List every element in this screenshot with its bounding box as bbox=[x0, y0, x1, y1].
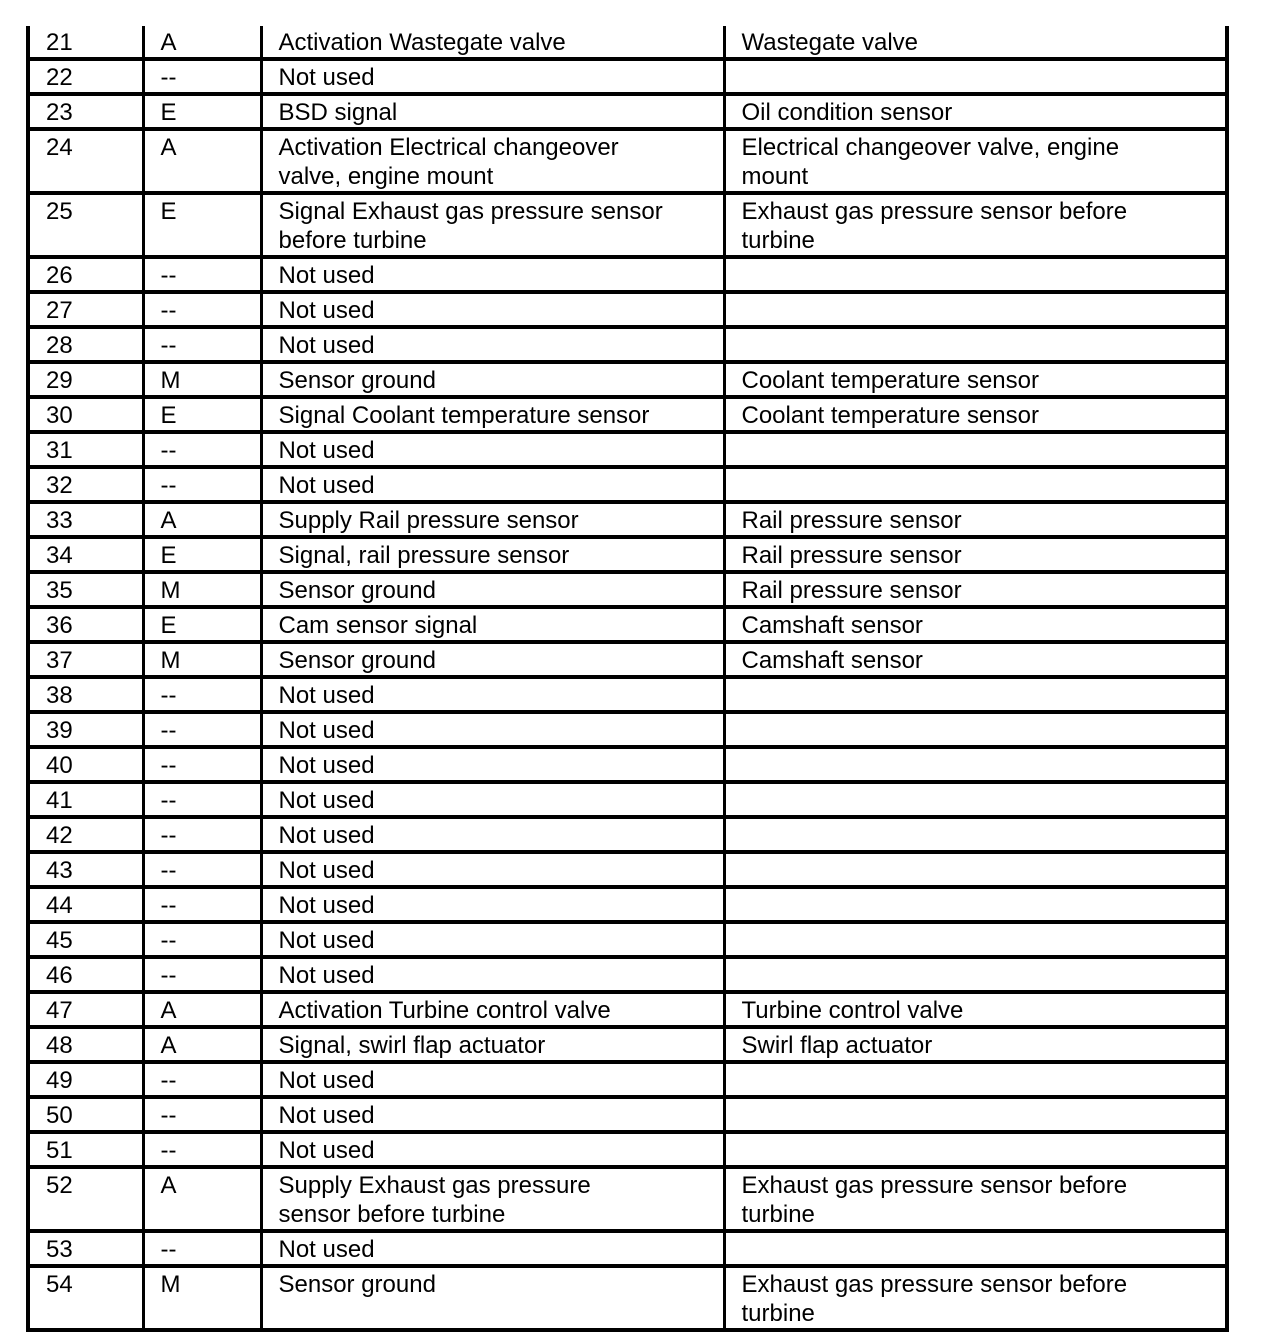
pin-number-cell: 32 bbox=[28, 467, 143, 502]
table-row bbox=[28, 537, 1227, 572]
table-row bbox=[28, 1027, 1227, 1062]
table-row bbox=[28, 257, 1227, 292]
component-cell bbox=[724, 1132, 1227, 1167]
table-row bbox=[28, 193, 1227, 257]
pin-number-cell: 45 bbox=[28, 922, 143, 957]
description-cell: Not used bbox=[261, 257, 724, 292]
pin-number-cell: 28 bbox=[28, 327, 143, 362]
pin-number-cell: 41 bbox=[28, 782, 143, 817]
table-row bbox=[28, 817, 1227, 852]
pin-number-cell: 33 bbox=[28, 502, 143, 537]
component-cell: Coolant temperature sensor bbox=[724, 397, 1227, 432]
signal-type-cell: -- bbox=[143, 782, 261, 817]
pin-number-cell: 51 bbox=[28, 1132, 143, 1167]
table-row bbox=[28, 1167, 1227, 1231]
component-cell bbox=[724, 1097, 1227, 1132]
description-cell: Activation Electrical changeover valve, engine mount bbox=[261, 129, 724, 193]
component-cell: Oil condition sensor bbox=[724, 94, 1227, 129]
signal-type-cell: -- bbox=[143, 712, 261, 747]
component-cell bbox=[724, 59, 1227, 94]
component-cell: Swirl flap actuator bbox=[724, 1027, 1227, 1062]
description-cell: Not used bbox=[261, 677, 724, 712]
pin-number-cell: 48 bbox=[28, 1027, 143, 1062]
component-cell: Rail pressure sensor bbox=[724, 537, 1227, 572]
component-cell: Turbine control valve bbox=[724, 992, 1227, 1027]
component-cell bbox=[724, 677, 1227, 712]
description-cell: Not used bbox=[261, 852, 724, 887]
component-cell bbox=[724, 817, 1227, 852]
description-cell: Not used bbox=[261, 922, 724, 957]
signal-type-cell: M bbox=[143, 572, 261, 607]
description-cell: Not used bbox=[261, 817, 724, 852]
pin-number-cell: 27 bbox=[28, 292, 143, 327]
component-cell bbox=[724, 957, 1227, 992]
component-cell: Camshaft sensor bbox=[724, 607, 1227, 642]
description-cell: Not used bbox=[261, 782, 724, 817]
description-cell: Activation Turbine control valve bbox=[261, 992, 724, 1027]
pin-number-cell: 46 bbox=[28, 957, 143, 992]
signal-type-cell: -- bbox=[143, 887, 261, 922]
pin-number-cell: 54 bbox=[28, 1266, 143, 1330]
signal-type-cell: E bbox=[143, 94, 261, 129]
component-cell bbox=[724, 922, 1227, 957]
table-row bbox=[28, 642, 1227, 677]
signal-type-cell: -- bbox=[143, 922, 261, 957]
pin-number-cell: 44 bbox=[28, 887, 143, 922]
pin-number-cell: 31 bbox=[28, 432, 143, 467]
signal-type-cell: A bbox=[143, 502, 261, 537]
pin-number-cell: 47 bbox=[28, 992, 143, 1027]
pin-number-cell: 52 bbox=[28, 1167, 143, 1231]
signal-type-cell: -- bbox=[143, 817, 261, 852]
table-row bbox=[28, 129, 1227, 193]
pin-number-cell: 40 bbox=[28, 747, 143, 782]
description-cell: Not used bbox=[261, 59, 724, 94]
table-row bbox=[28, 782, 1227, 817]
component-cell: Coolant temperature sensor bbox=[724, 362, 1227, 397]
table-row bbox=[28, 467, 1227, 502]
description-cell: Not used bbox=[261, 957, 724, 992]
table-row bbox=[28, 677, 1227, 712]
table-row bbox=[28, 26, 1227, 59]
description-cell: Not used bbox=[261, 467, 724, 502]
component-cell bbox=[724, 1062, 1227, 1097]
description-cell: Signal, swirl flap actuator bbox=[261, 1027, 724, 1062]
description-cell: Sensor ground bbox=[261, 1266, 724, 1330]
description-cell: Not used bbox=[261, 1132, 724, 1167]
component-cell: Exhaust gas pressure sensor before turbine bbox=[724, 193, 1227, 257]
component-cell: Rail pressure sensor bbox=[724, 572, 1227, 607]
pin-number-cell: 38 bbox=[28, 677, 143, 712]
pin-number-cell: 22 bbox=[28, 59, 143, 94]
pin-number-cell: 26 bbox=[28, 257, 143, 292]
component-cell bbox=[724, 712, 1227, 747]
table-row bbox=[28, 887, 1227, 922]
pin-number-cell: 49 bbox=[28, 1062, 143, 1097]
table-row bbox=[28, 397, 1227, 432]
table-row bbox=[28, 1231, 1227, 1266]
pin-number-cell: 36 bbox=[28, 607, 143, 642]
description-cell: Not used bbox=[261, 887, 724, 922]
signal-type-cell: -- bbox=[143, 1132, 261, 1167]
pin-number-cell: 43 bbox=[28, 852, 143, 887]
pin-number-cell: 39 bbox=[28, 712, 143, 747]
signal-type-cell: -- bbox=[143, 292, 261, 327]
table-row bbox=[28, 747, 1227, 782]
description-cell: Sensor ground bbox=[261, 362, 724, 397]
table-row bbox=[28, 1062, 1227, 1097]
table-row bbox=[28, 957, 1227, 992]
table-row bbox=[28, 607, 1227, 642]
component-cell bbox=[724, 1231, 1227, 1266]
pin-number-cell: 23 bbox=[28, 94, 143, 129]
description-cell: Not used bbox=[261, 327, 724, 362]
table-row bbox=[28, 502, 1227, 537]
component-cell: Wastegate valve bbox=[724, 26, 1227, 59]
description-cell: Cam sensor signal bbox=[261, 607, 724, 642]
signal-type-cell: E bbox=[143, 537, 261, 572]
component-cell bbox=[724, 467, 1227, 502]
signal-type-cell: M bbox=[143, 1266, 261, 1330]
description-cell: Supply Exhaust gas pressure sensor before turbine bbox=[261, 1167, 724, 1231]
description-cell: Not used bbox=[261, 747, 724, 782]
signal-type-cell: -- bbox=[143, 852, 261, 887]
table-row bbox=[28, 572, 1227, 607]
table-row bbox=[28, 362, 1227, 397]
component-cell: Camshaft sensor bbox=[724, 642, 1227, 677]
component-cell bbox=[724, 782, 1227, 817]
description-cell: Sensor ground bbox=[261, 642, 724, 677]
table-row bbox=[28, 94, 1227, 129]
description-cell: Not used bbox=[261, 1062, 724, 1097]
table-row bbox=[28, 922, 1227, 957]
signal-type-cell: M bbox=[143, 362, 261, 397]
signal-type-cell: A bbox=[143, 992, 261, 1027]
signal-type-cell: E bbox=[143, 193, 261, 257]
table-row bbox=[28, 712, 1227, 747]
signal-type-cell: -- bbox=[143, 1062, 261, 1097]
pin-number-cell: 30 bbox=[28, 397, 143, 432]
signal-type-cell: -- bbox=[143, 1231, 261, 1266]
component-cell bbox=[724, 887, 1227, 922]
signal-type-cell: -- bbox=[143, 677, 261, 712]
signal-type-cell: -- bbox=[143, 747, 261, 782]
pin-number-cell: 24 bbox=[28, 129, 143, 193]
component-cell: Exhaust gas pressure sensor before turbine bbox=[724, 1167, 1227, 1231]
description-cell: Not used bbox=[261, 712, 724, 747]
table-row bbox=[28, 852, 1227, 887]
table-row bbox=[28, 1132, 1227, 1167]
table-row bbox=[28, 432, 1227, 467]
signal-type-cell: -- bbox=[143, 467, 261, 502]
pin-number-cell: 34 bbox=[28, 537, 143, 572]
pin-assignment-table bbox=[26, 26, 1229, 1332]
description-cell: Signal, rail pressure sensor bbox=[261, 537, 724, 572]
signal-type-cell: A bbox=[143, 1027, 261, 1062]
component-cell: Rail pressure sensor bbox=[724, 502, 1227, 537]
description-cell: Not used bbox=[261, 432, 724, 467]
component-cell bbox=[724, 292, 1227, 327]
description-cell: Not used bbox=[261, 292, 724, 327]
description-cell: Supply Rail pressure sensor bbox=[261, 502, 724, 537]
description-cell: Activation Wastegate valve bbox=[261, 26, 724, 59]
table-row bbox=[28, 59, 1227, 94]
table-row bbox=[28, 1097, 1227, 1132]
description-cell: Not used bbox=[261, 1231, 724, 1266]
pin-number-cell: 50 bbox=[28, 1097, 143, 1132]
component-cell bbox=[724, 852, 1227, 887]
table-row bbox=[28, 992, 1227, 1027]
description-cell: Sensor ground bbox=[261, 572, 724, 607]
signal-type-cell: A bbox=[143, 26, 261, 59]
signal-type-cell: -- bbox=[143, 327, 261, 362]
component-cell: Exhaust gas pressure sensor before turbine bbox=[724, 1266, 1227, 1330]
signal-type-cell: M bbox=[143, 642, 261, 677]
signal-type-cell: A bbox=[143, 129, 261, 193]
description-cell: Signal Coolant temperature sensor bbox=[261, 397, 724, 432]
component-cell bbox=[724, 432, 1227, 467]
component-cell bbox=[724, 747, 1227, 782]
pin-number-cell: 53 bbox=[28, 1231, 143, 1266]
signal-type-cell: -- bbox=[143, 1097, 261, 1132]
signal-type-cell: -- bbox=[143, 957, 261, 992]
description-cell: Not used bbox=[261, 1097, 724, 1132]
signal-type-cell: -- bbox=[143, 432, 261, 467]
description-cell: BSD signal bbox=[261, 94, 724, 129]
component-cell bbox=[724, 327, 1227, 362]
description-cell: Signal Exhaust gas pressure sensor before turbine bbox=[261, 193, 724, 257]
pin-number-cell: 29 bbox=[28, 362, 143, 397]
pin-number-cell: 42 bbox=[28, 817, 143, 852]
pin-number-cell: 35 bbox=[28, 572, 143, 607]
pin-number-cell: 37 bbox=[28, 642, 143, 677]
pin-number-cell: 21 bbox=[28, 26, 143, 59]
component-cell bbox=[724, 257, 1227, 292]
signal-type-cell: -- bbox=[143, 59, 261, 94]
component-cell: Electrical changeover valve, engine mount bbox=[724, 129, 1227, 193]
signal-type-cell: -- bbox=[143, 257, 261, 292]
pin-table-body bbox=[28, 26, 1227, 1330]
signal-type-cell: E bbox=[143, 607, 261, 642]
table-row bbox=[28, 292, 1227, 327]
signal-type-cell: A bbox=[143, 1167, 261, 1231]
table-row bbox=[28, 1266, 1227, 1330]
pin-number-cell: 25 bbox=[28, 193, 143, 257]
table-row bbox=[28, 327, 1227, 362]
signal-type-cell: E bbox=[143, 397, 261, 432]
